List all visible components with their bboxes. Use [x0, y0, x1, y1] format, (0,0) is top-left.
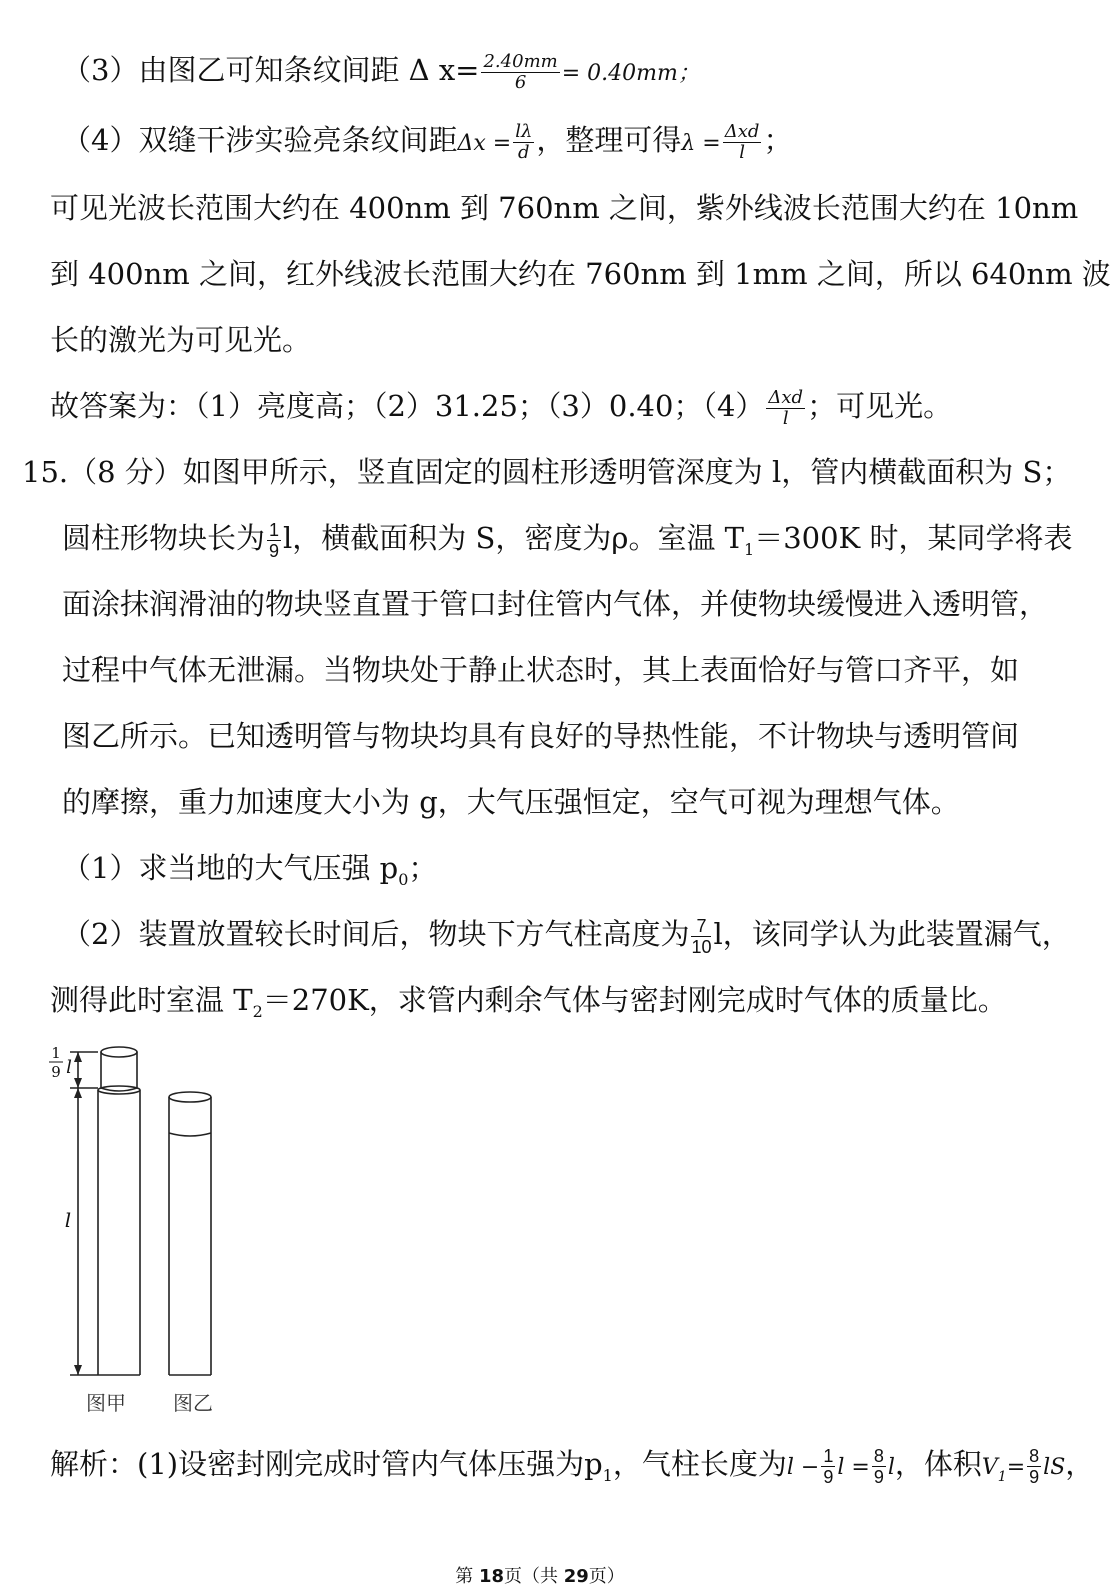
page-total: 29 [563, 1566, 589, 1587]
fraction-numerator: 8 [873, 1445, 884, 1466]
solution-a: 解析：(1)设密封刚完成时管内气体压强为p [50, 1447, 603, 1481]
solution-math-4: V [981, 1455, 998, 1480]
fraction-denominator: 9 [873, 1466, 884, 1487]
fraction-numerator: 8 [1029, 1445, 1040, 1466]
paragraph-line-2: 到 400nm 之间，红外线波长范围大约在 760nm 到 1mm 之间，所以 640nm 波 [50, 257, 1111, 291]
wavelength-fraction [723, 122, 762, 163]
question-15-line-3: 面涂抹润滑油的物块竖直置于管口封住管内气体，并使物块缓慢进入透明管， [62, 587, 1049, 621]
solution-d: ， [1065, 1447, 1095, 1481]
fraction-numerator: 7 [691, 916, 711, 937]
step-3-prefix: （3）由图乙可知条纹间距 Δ x= [62, 53, 480, 87]
fraction-denominator: l [739, 141, 745, 163]
fraction-denominator: d [518, 141, 530, 163]
subscript: 1 [997, 1468, 1007, 1485]
solution-math-5: = [1006, 1455, 1026, 1480]
footer-a: 第 [455, 1566, 479, 1587]
q15-line2-a: 圆柱形物块长为 [62, 521, 266, 555]
subscript: 2 [252, 1001, 263, 1021]
fraction-numerator: 2.40mm [483, 50, 558, 72]
paragraph-line-3: 长的激光为可见光。 [50, 323, 312, 357]
question-15-line-2 [62, 518, 1072, 570]
solution-fraction-1 [821, 1446, 835, 1487]
solution-math-2: l = [837, 1455, 870, 1480]
fraction-numerator: lλ [515, 120, 533, 142]
block-b-bottom [169, 1133, 211, 1136]
footer-c: 页） [588, 1566, 625, 1587]
answer-suffix: ；可见光。 [807, 389, 953, 423]
answer-fraction [766, 388, 805, 429]
step-4-line [62, 120, 792, 164]
answer-line [50, 386, 952, 429]
figure-a-label: 图甲 [86, 1391, 126, 1415]
solution-math-1: l − [786, 1455, 820, 1480]
page-number: 18 [478, 1566, 504, 1587]
part-2-c: 测得此时室温 T [50, 983, 253, 1017]
question-15-part-2 [62, 914, 1071, 957]
question-15-line-6: 的摩擦，重力加速度大小为 g，大气压强恒定，空气可视为理想气体。 [62, 785, 960, 819]
q15-line2-c: ＝300K 时，某同学将表 [754, 521, 1073, 555]
fraction-denominator: 9 [269, 540, 280, 561]
tube-b [169, 1092, 211, 1375]
solution-math-6: lS [1043, 1455, 1066, 1480]
part-2-a: （2）装置放置较长时间后，物块下方气柱高度为 [62, 917, 690, 951]
step-3-fraction [481, 52, 559, 93]
step-4-mid: ，整理可得 [536, 123, 682, 157]
lambda-symbol: λ = [681, 131, 721, 156]
subscript: 1 [602, 1465, 613, 1485]
dim-top-numerator: 1 [51, 1044, 61, 1062]
subscript: 0 [398, 869, 409, 889]
footer-b: 页（共 [504, 1566, 564, 1587]
solution-fraction-3 [1027, 1446, 1041, 1487]
question-15-line-4: 过程中气体无泄漏。当物块处于静止状态时，其上表面恰好与管口齐平，如 [62, 653, 1020, 687]
part-1-b: ； [408, 851, 438, 885]
tube-figure [40, 1040, 240, 1430]
question-15-part-2-cont [50, 980, 1007, 1032]
part-1-a: （1）求当地的大气压强 p [62, 851, 399, 885]
fringe-spacing-fraction [513, 122, 534, 163]
solution-math-3: l [887, 1455, 895, 1480]
gas-column-fraction [691, 916, 711, 957]
step-3-line [62, 50, 700, 94]
dim-top-variable: l [66, 1057, 72, 1078]
step-3-result: = 0.40mm； [561, 61, 700, 86]
figure-b-label: 图乙 [173, 1391, 213, 1415]
solution-fraction-2 [872, 1446, 886, 1487]
question-15-line-5: 图乙所示。已知透明管与物块均具有良好的导热性能，不计物块与透明管间 [62, 719, 1020, 753]
part-2-d: ＝270K，求管内剩余气体与密封刚完成时气体的质量比。 [262, 983, 1007, 1017]
question-15-line-1: 15.（8 分）如图甲所示，竖直固定的圆柱形透明管深度为 l，管内横截面积为 S； [22, 455, 1072, 489]
solution-c: ，体积 [894, 1447, 982, 1481]
fraction-denominator: 6 [514, 71, 527, 93]
question-15-part-1 [62, 848, 437, 900]
answer-prefix: 故答案为：（1）亮度高；（2）31.25；（3）0.40；（4） [50, 389, 765, 423]
fraction-denominator: 9 [823, 1466, 834, 1487]
tube-a [98, 1086, 140, 1375]
delta-x-symbol: Δx = [457, 131, 512, 156]
part-2-b: l，该同学认为此装置漏气， [713, 917, 1071, 951]
page-footer [0, 1562, 1080, 1588]
dim-main-label: l [64, 1208, 72, 1232]
dim-top-denominator: 9 [51, 1063, 61, 1081]
fraction-denominator: 10 [691, 936, 712, 957]
fraction-denominator: l [782, 407, 789, 429]
solution-line [50, 1444, 1094, 1497]
block-length-fraction [267, 520, 281, 561]
paragraph-line-1: 可见光波长范围大约在 400nm 到 760nm 之间，紫外线波长范围大约在 10nm [50, 191, 1079, 225]
fraction-numerator: 1 [823, 1445, 834, 1466]
fraction-numerator: 1 [269, 519, 280, 540]
q15-line2-b: l，横截面积为 S，密度为ρ。室温 T [283, 521, 745, 555]
step-4-end: ； [763, 123, 793, 157]
subscript: 1 [744, 539, 755, 559]
fraction-numerator: Δxd [724, 120, 760, 142]
step-4-prefix: （4）双缝干涉实验亮条纹间距 [62, 123, 458, 157]
fraction-denominator: 9 [1029, 1466, 1040, 1487]
fraction-numerator: Δxd [768, 386, 804, 408]
solution-b: ，气柱长度为 [612, 1447, 787, 1481]
block-a [101, 1047, 137, 1091]
